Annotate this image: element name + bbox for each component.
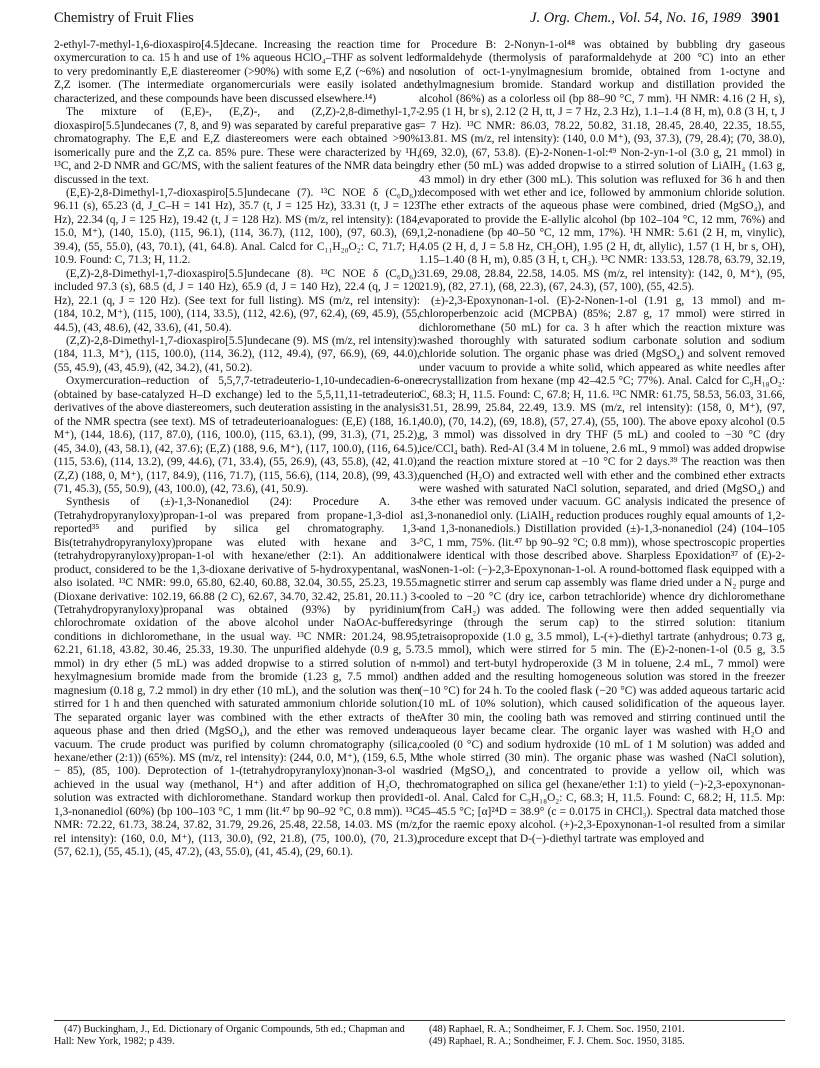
footnote: (47) Buckingham, J., Ed. Dictionary of Organic Compounds, 5th ed.; Chapman and Hall: New York, 1982; p 439. <box>54 1024 405 1047</box>
footnote: (48) Raphael, R. A.; Sondheimer, F. J. Chem. Soc. 1950, 2101. <box>429 1024 685 1035</box>
running-header-journal <box>530 10 780 27</box>
footnote-divider <box>54 1020 420 1021</box>
paragraph: The mixture of (E,E)-, (E,Z)-, and (Z,Z)-2,8-dimethyl-1,7-dioxaspiro[5.5]undecanes (7, 8, and 9) was separated by careful preparative gas chromatography. The E,E and E,Z diastereomers were each obtained >90% isomerically pure and the Z,Z ca. 85% pure. These were characterized by ¹H, ¹³C, and 2-D NMR and GC/MS, with the salient features of the NMR data being discussed in the text. <box>54 106 420 186</box>
running-header-title: Chemistry of Fruit Flies <box>54 10 194 26</box>
journal-citation: J. Org. Chem., Vol. 54, No. 16, 1989 <box>530 10 741 26</box>
footnotes-right <box>419 1024 785 1048</box>
footnotes-left <box>54 1024 420 1048</box>
page-number: 3901 <box>751 10 780 26</box>
paragraph: Oxymercuration–reduction of 5,5,7,7-tetradeuterio-1,10-undecadien-6-one (obtained by base-catalyzed H–D exchange) led to the 5,5,11,11-tetradeuterio derivatives of the above diastereomers, such deuteration assisting in the analysis of the NMR spectra (see text). MS of tetradeuterioanalogues: (E,E) (188, 16.1, M⁺), (144, 18.6), (117, 87.0), (116, 100.0), (115, 63.1), (99, 31.3), (71, 25.2), (45, 34.0), (43, 58.1), (42, 37.6); (E,Z) (188, 9.6, M⁺), (117, 100.0), (116, 64.5), (115, 53.6), (114, 13.2), (99, 44.6), (71, 33.4), (55, 26.9), (43, 55.8), (42, 41.0); (Z,Z) (188, 0, M⁺), (117, 84.9), (116, 71.7), (115, 56.6), (114, 20.8), (99, 43.3), (71, 45.3), (55, 50.9), (43, 100.0), (42, 73.6), (41, 50.9). <box>54 375 420 495</box>
paragraph: Synthesis of (±)-1,3-Nonanediol (24): Procedure A. 3-(Tetrahydropyranyloxy)propan-1-ol was prepared from propane-1,3-diol as reported³⁵ and purified by silica gel chromatography. 1,3-Bis(tetrahydropyranyloxy)propane was eluted with hexane and 3-(tetrahydropyranyloxy)propan-1-ol with hexane/ether (2:1). An additional product, considered to be the 1,3-dioxane derivative of 5-hydroxypentanal, was also isolated. ¹³C NMR: 99.0, 65.80, 62.40, 60.88, 32.04, 30.55, 25.23, 19.55. (Dioxane derivative: 102.19, 66.88 (2 C), 62.67, 34.70, 32.42, 25.81, 20.11.) 3-(Tetrahydropyranyloxy)propanal was obtained (93%) by pyridinium chlorochromate oxidation of the above alcohol under NaOAc-buffered conditions in dichloromethane, in the usual way. ¹³C NMR: 201.24, 98.95, 62.21, 61.18, 43.82, 30.46, 25.33, 19.30. The unpurified aldehyde (0.9 g, 5.7 mmol) in dry ether (5 mL) was added dropwise to a stirred solution of n-hexylmagnesium bromide made from the bromide (1.23 g, 7.5 mmol) and magnesium (0.18 g, 7.2 mmol) in dry ether (10 mL), and the solution was then stirred for 1 h and then quenched with saturated ammonium chloride solution. The separated organic layer was combined with the ether extracts of the aqueous phase and then dried (MgSO₄), and the ether was removed under vacuum. The crude product was purified by column chromatography (silica, hexane/ether (2:1)) (65%). MS (m/z, rel intensity): (244, 0.0, M⁺), (159, 6.5, M − 85), (85, 100). Deprotection of 1-(tetrahydropyranyloxy)nonan-3-ol was achieved in the usual way (methanol, H⁺) and after addition of H₂O, the solution was extracted with dichloromethane. Standard workup then provided 1,3-nonanediol (60%) (bp 100–103 °C, 1 mm (lit.⁴⁷ bp 90–92 °C, 0.8 mm)). ¹³C NMR: 72.22, 61.73, 38.24, 37.82, 31.79, 29.26, 25.48, 22.58, 14.03. MS (m/z, rel intensity): (160, 0.0, M⁺), (113, 30.0), (92, 21.8), (75, 100.0), (70, 21.3), (57, 62.1), (55, 45.1), (45, 47.2), (43, 55.0), (41, 45.4), (29, 60.1). <box>54 496 420 859</box>
paragraph: 2-ethyl-7-methyl-1,6-dioxaspiro[4.5]decane. Increasing the reaction time for oxymercuration to ca. 15 h and use of 1% aqueous HClO₄–THF as solvent led to very predominantly E,E diastereomer (>90%) with some E,Z (~6%) and no Z,Z isomer. (The intermediate organomercurials were easily isolated and characterized, and these compounds have been discussed elsewhere.¹⁴) <box>54 39 420 105</box>
paragraph: (±)-2,3-Epoxynonan-1-ol. (E)-2-Nonen-1-ol (1.91 g, 13 mmol) and m-chloroperbenzoic acid (MCPBA) (85%; 2.87 g, 17 mmol) were stirred in dichloromethane (50 mL) for ca. 3 h after which the reaction mixture was washed thoroughly with saturated sodium carbonate solution and sodium chloride solution. The organic phase was dried (MgSO₄) and solvent removed under vacuum to provide a white solid, which appeared as white needles after recrystallization from hexane (mp 42–42.5 °C; 77%). Anal. Calcd for C₉H₁₈O₂: C, 68.3; H, 11.5. Found: C, 67.8; H, 11.6. ¹³C NMR: 61.75, 58.53, 56.03, 31.66, 31.51, 28.99, 25.84, 22.49, 13.9. MS (m/z, rel intensity): (158, 0, M⁺), (97, 40.0), (70, 14.2), (69, 18.8), (57, 27.4), (55, 100). The above epoxy alcohol (0.5 g, 3 mmol) was dissolved in dry THF (5 mL) and cooled to −30 °C (dry ice/CCl₄ bath). Red-Al (3.4 M in toluene, 2.6 mL, 9 mmol) was added dropwise and the reaction mixture stored at −10 °C for 2 days.³⁹ The reaction was then quenched (H₂O) and extracted well with ether and the combined ether extracts were washed with saturated NaCl solution, separated, and dried (MgSO₄) and the ether was removed under vacuum. GC analysis indicated the presence of 1,3-nonanediol only. (LiAlH₄ reduction produces roughly equal amounts of 1,2- and 1,3-nonanediols.) Distillation provided (±)-1,3-nonanediol (24) (104–105 °C, 1 mm, 75%. (lit.⁴⁷ bp 90–92 °C; 0.8 mm)), whose spectroscopic properties were identical with those described above. Sharpless Epoxidation³⁷ of (E)-2-Nonen-1-ol: (−)-2,3-Epoxynonan-1-ol. A round-bottomed flask equipped with a magnetic stirrer and serum cap assembly was flame dried under a N₂ purge and cooled to −20 °C (dry ice, carbon tetrachloride) whence dry dichloromethane (from CaH₂) was added. The following were then added sequentially via syringe (through the serum cap) to the stirred solution: titanium tetraisopropoxide (1.0 g, 3.5 mmol), L-(+)-diethyl tartrate (anhydrous; 0.73 g, 3.5 mmol), which were stirred for 5 min. The (E)-2-nonen-1-ol (0.5 g, 3.5 mmol) and tert-butyl hydroperoxide (3 M in toluene, 2.4 mL, 7 mmol) were then added and the resulting homogeneous solution was stored in the freezer (−10 °C) for 24 h. To the cooled flask (−20 °C) was added aqueous tartaric acid (10 mL of 10% solution), which caused solidification of the aqueous layer. After 30 min, the cooling bath was removed and stirring continued until the aqueous layer became clear. The organic layer was washed with H₂O and cooled (0 °C) and sodium hydroxide (10 mL of 1 M solution) was added and the whole stirred (30 min). The organic phase was washed (NaCl solution), dried (MgSO₄), and concentrated to provide a yellow oil, which was chromatographed on silica gel (hexane/ether 1:1) to yield (−)-2,3-epoxynonan-1-ol. Anal. Calcd for C₉H₁₈O₂: C, 68.3; H, 11.5. Found: C, 68.2; H, 11.5. Mp: 45–45.5 °C; [α]²⁴D = 38.9° (c = 0.0175 in CHCl₃). Spectral data matched those for the raemic epoxy alcohol. (+)-2,3-Epoxynonan-1-ol resulted from a similar procedure except that D-(−)-diethyl tartrate was employed and <box>419 294 785 845</box>
right-column <box>419 39 785 846</box>
footnote-divider <box>419 1020 785 1021</box>
footnote: (49) Raphael, R. A.; Sondheimer, F. J. Chem. Soc. 1950, 3185. <box>429 1036 685 1047</box>
paragraph: Procedure B: 2-Nonyn-1-ol⁴⁸ was obtained by bubbling dry gaseous formaldehyde (thermolysis of paraformaldehyde at 200 °C) into an ether solution of oct-1-ynylmagnesium bromide, obtained from 1-octyne and ethylmagnesium bromide. Standard workup and distillation provided the alcohol (86%) as a colorless oil (bp 88–90 °C, 7 mm). ¹H NMR: 4.16 (2 H, s), 2.95 (1 H, br s), 2.12 (2 H, tt, J = 7 Hz, 2.3 Hz), 1.1–1.4 (8 H, m), 0.8 (3 H, t, J = 7 Hz). ¹³C NMR: 86.03, 78.22, 50.82, 31.18, 28.45, 28.40, 22.35, 18.55, 13.81. MS (m/z, rel intensity): (140, 0.0 M⁺), (93, 37.3), (79, 28.4); (70, 38.0), (69, 32.0), (67, 53.8). (E)-2-Nonen-1-ol:⁴⁹ Non-2-yn-1-ol (3.0 g, 21 mmol) in dry ether (50 mL) was added dropwise to a stirred solution of LiAlH₄ (1.63 g, 43 mmol) in dry ether (300 mL). This solution was refluxed for 36 h and then decomposed with wet ether and ice, followed by ammonium chloride solution. The ether extracts of the aqueous phase were combined, dried (MgSO₄), and evaporated to provide the E-allylic alcohol (bp 102–104 °C, 12 mm, 76%) and 1,2-nonadiene (bp 40–50 °C, 12 mm, 17%). ¹H NMR: 5.61 (2 H, m, vinylic), 4.05 (2 H, d, J = 5.8 Hz, CH₂OH), 1.95 (2 H, dt, allylic), 1.57 (1 H, br s, OH), 1.15–1.40 (8 H, m), 0.85 (3 H, t, CH₃). ¹³C NMR: 133.53, 128.78, 63.79, 32.19, 31.69, 29.08, 28.84, 22.58, 14.05. MS (m/z, rel intensity): (142, 0, M⁺), (95, 21.9), (82, 27.1), (68, 22.3), (67, 24.3), (57, 100), (55, 42.5). <box>419 39 785 294</box>
paragraph: (E,Z)-2,8-Dimethyl-1,7-dioxaspiro[5.5]undecane (8). ¹³C NOE δ (C₆D₆): included 97.3 (s), 68.5 (d, J = 140 Hz), 65.9 (d, J = 140 Hz), 22.4 (q, J = 120 Hz), 22.1 (q, J = 120 Hz). (See text for full listing). MS (m/z, rel intensity): (184, 10.2, M⁺), (115, 100), (114, 33.5), (112, 42.6), (97, 62.4), (69, 45.9), (55, 44.5), (43, 48.6), (42, 33.6), (41, 50.4). <box>54 267 420 334</box>
paragraph: (E,E)-2,8-Dimethyl-1,7-dioxaspiro[5.5]undecane (7). ¹³C NOE δ (C₆D₆): 96.11 (s), 65.23 (d, J_C–H = 141 Hz), 35.7 (t, J = 125 Hz), 33.31 (t, J = 123 Hz), 22.34 (q, J = 125 Hz), 19.42 (t, J = 128 Hz). MS (m/z, rel intensity): (184, 15.0, M⁺), (140, 15.0), (115, 96.1), (114, 36.7), (112, 100), (97, 60.3), (69, 39.4), (55, 55.0), (43, 70.1), (41, 64.8). Anal. Calcd for C₁₁H₂₀O₂: C, 71.7; H, 10.9. Found: C, 71.3; H, 11.2. <box>54 186 420 267</box>
paragraph: (Z,Z)-2,8-Dimethyl-1,7-dioxaspiro[5.5]undecane (9). MS (m/z, rel intensity): (184, 11.3, M⁺), (115, 100.0), (114, 36.2), (112, 49.4), (97, 66.9), (69, 44.0), (55, 45.9), (43, 45.9), (42, 34.2), (41, 50.2). <box>54 334 420 374</box>
left-column <box>54 39 420 860</box>
